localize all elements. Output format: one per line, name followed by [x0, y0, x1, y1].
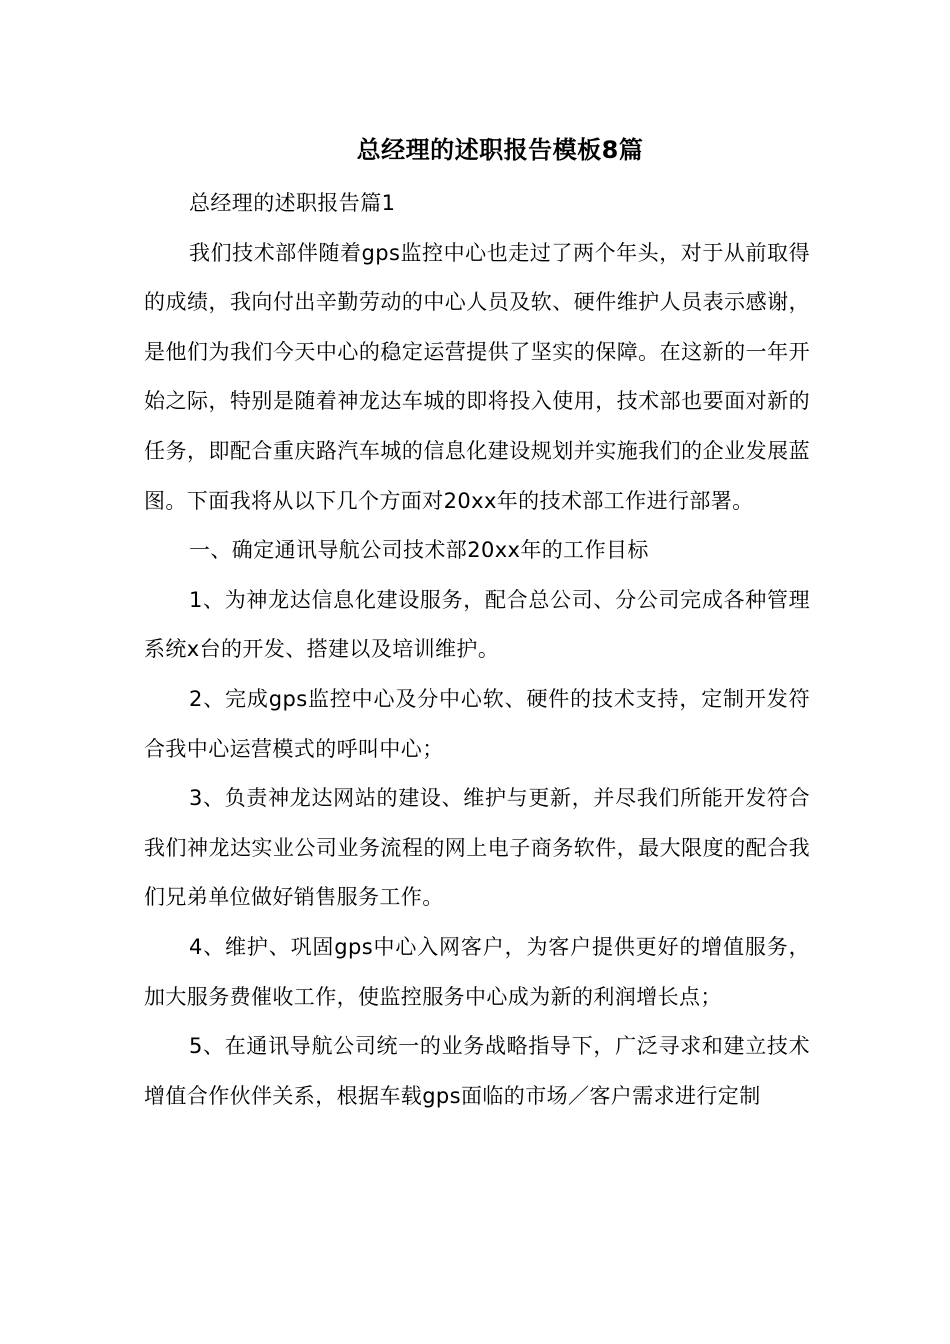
- paragraph-item-2: 2、完成gps监控中心及分中心软、硬件的技术支持，定制开发符合我中心运营模式的呼叫中心；: [144, 686, 810, 761]
- paragraph-item-1: 1、为神龙达信息化建设服务，配合总公司、分公司完成各种管理系统x台的开发、搭建以及培训维护。: [144, 587, 810, 662]
- paragraph-item-4: 4、维护、巩固gps中心入网客户，为客户提供更好的增值服务，加大服务费催收工作，使监控服务中心成为新的利润增长点；: [144, 934, 810, 1009]
- paragraph-item-3: 3、负责神龙达网站的建设、维护与更新，并尽我们所能开发符合我们神龙达实业公司业务流程的网上电子商务软件，最大限度的配合我们兄弟单位做好销售服务工作。: [144, 786, 810, 910]
- section-heading: 总经理的述职报告篇1: [189, 191, 396, 215]
- paragraph-goals-heading: 一、确定通讯导航公司技术部20xx年的工作目标: [189, 538, 649, 563]
- paragraph-intro: 我们技术部伴随着gps监控中心也走过了两个年头，对于从前取得的成绩，我向付出辛勤劳动的中心人员及软、硬件维护人员表示感谢，是他们为我们今天中心的稳定运营提供了坚实的保障。在这新的一年开始之际，特别是随着神龙达车城的即将投入使用，技术部也要面对新的任务，即配合重庆路汽车城的信息化建设规划并实施我们的企业发展蓝图。下面我将从以下几个方面对20xx年的技术部工作进行部署。: [144, 240, 810, 513]
- document-title: 总经理的述职报告模板8篇: [356, 136, 644, 164]
- paragraph-item-5: 5、在通讯导航公司统一的业务战略指导下，广泛寻求和建立技术增值合作伙伴关系，根据车载gps面临的市场／客户需求进行定制: [144, 1034, 810, 1108]
- document-body: [144, 179, 810, 1121]
